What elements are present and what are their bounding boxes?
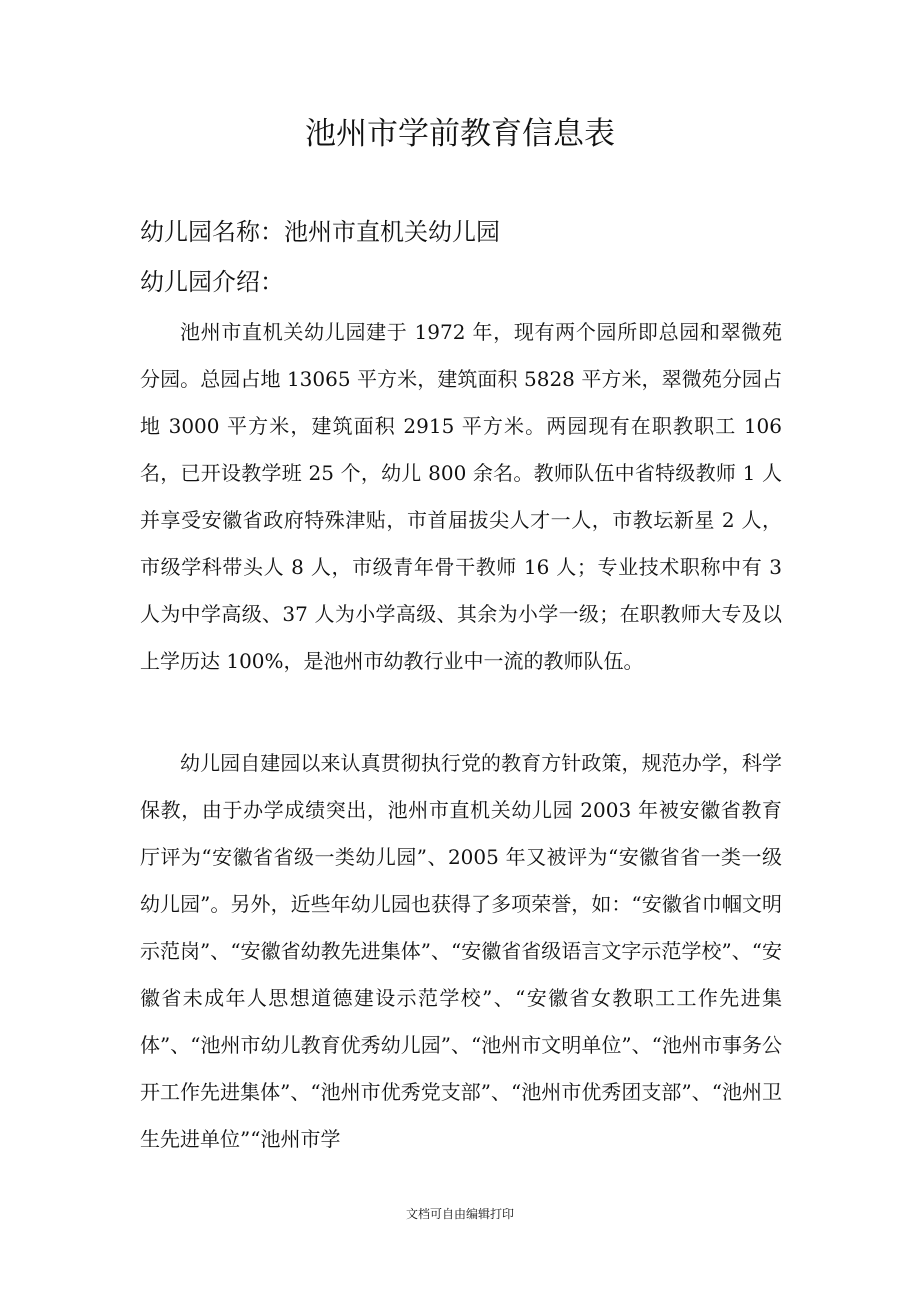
kindergarten-intro-label: 幼儿园介绍： [140,268,284,296]
kindergarten-name-line [140,215,500,249]
kindergarten-name-value: 池州市直机关幼儿园 [284,218,500,246]
kindergarten-name-label: 幼儿园名称： [140,218,284,246]
footer-note: 文档可自由编辑打印 [405,1207,514,1221]
intro-paragraph-2: 幼儿园自建园以来认真贯彻执行党的教育方针政策，规范办学，科学保教，由于办学成绩突出，池州市直机关幼儿园 2003 年被安徽省教育厅评为“安徽省省级一类幼儿园”、2005 年又被评为“安徽省省一类一级幼儿园”。另外，近些年幼儿园也获得了多项荣誉，如：“安徽省巾帼文明示范岗”、“安徽省幼教先进集体”、“安徽省省级语言文字示范学校”、“安徽省未成年人思想道德建设示范学校”、“安徽省女教职工工作先进集体”、“池州市幼儿教育优秀幼儿园”、“池州市文明单位”、“池州市事务公开工作先进集体”、“池州市优秀党支部”、“池州市优秀团支部”、“池州卫生先进单位”“池州市学 [140,751,782,1151]
page-title: 池州市学前教育信息表 [305,116,615,152]
intro-paragraph-1: 池州市直机关幼儿园建于 1972 年，现有两个园所即总园和翠微苑分园。总园占地 13065 平方米，建筑面积 5828 平方米，翠微苑分园占地 3000 平方米，建筑面积 2915 平方米。两园现有在职教职工 106 名，已开设教学班 25 个，幼儿 800 余名。教师队伍中省特级教师 1 人并享受安徽省政府特殊津贴，市首届拔尖人才一人，市教坛新星 2 人，市级学科带头人 8 人，市级青年骨干教师 16 人；专业技术职称中有 3 人为中学高级、37 人为小学高级、其余为小学一级；在职教师大专及以上学历达 100%，是池州市幼教行业中一流的教师队伍。 [140,320,782,673]
